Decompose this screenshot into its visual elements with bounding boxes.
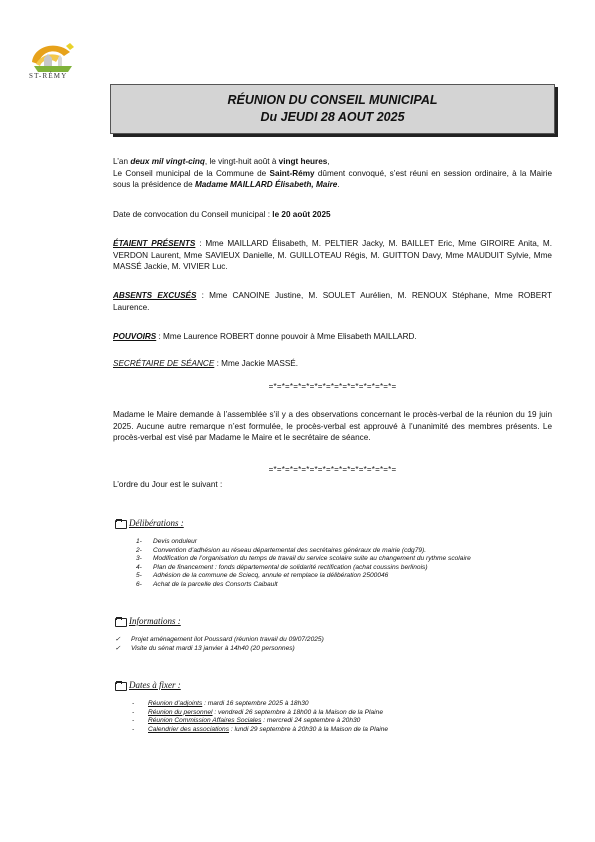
check-icon: ✓ xyxy=(115,644,121,652)
title-line-2: Du JEUDI 28 AOUT 2025 xyxy=(260,110,405,124)
list-item: 5- Adhésion de la commune de Sciecq, annule et remplace la délibération 2500046 xyxy=(136,572,389,580)
list-item: 1- Devis onduleur xyxy=(136,538,197,545)
folder-open-icon xyxy=(115,519,126,527)
list-item: - Réunion du personnel : vendredi 26 septembre à 18h00 à la Maison de la Plaine xyxy=(132,708,383,716)
dates-heading: Dates à fixer : xyxy=(115,680,181,690)
list-item: 6- Achat de la parcelle des Consorts Caibault xyxy=(136,580,278,588)
check-icon: ✓ xyxy=(115,636,121,643)
list-item: ✓ Visite du sénat mardi 13 janvier à 14h40 (20 personnes) xyxy=(115,644,295,652)
pouvoirs-paragraph: POUVOIRS : Mme Laurence ROBERT donne pouvoir à Mme Elisabeth MAILLARD. xyxy=(113,332,417,341)
list-item: 3- Modification de l’organisation du temps de travail du service scolaire suite au changement du rythme scolaire xyxy=(136,555,471,563)
separator-1: =*=*=*=*=*=*=*=*=*=*=*=*=*=*=*= xyxy=(268,382,397,391)
dash-bullet: - xyxy=(132,708,135,716)
title-line-1: RÉUNION DU CONSEIL MUNICIPAL xyxy=(227,93,438,107)
informations-list xyxy=(115,636,551,653)
deliberations-heading: Délibérations : xyxy=(115,518,184,528)
ordre-du-jour: L’ordre du Jour est le suivant : xyxy=(113,480,223,489)
convocation-line: Date de convocation du Conseil municipal : le 20 août 2025 xyxy=(113,210,331,219)
title-box xyxy=(110,84,555,134)
intro-paragraph: L’an deux mil vingt-cinq, le vingt-huit août à vingt heures, Le Conseil municipal de la Commune de Saint-Rémy dûment convoqué, s’est réuni en session ordinaire, à la Mairie sous la présidence de Madame MAILLARD Élisabeth, Maire. xyxy=(113,157,552,190)
list-item: ✓ Projet aménagement ilot Poussard (réunion travail du 09/07/2025) xyxy=(115,636,324,643)
list-item: 2- Convention d’adhésion au réseau départemental des secrétaires généraux de mairie (cdg79). xyxy=(136,546,427,554)
dash-bullet: - xyxy=(132,717,135,725)
secretaire-paragraph: SECRÉTAIRE DE SÉANCE : Mme Jackie MASSÉ. xyxy=(113,359,299,368)
list-item: - Réunion d’adjoints : mardi 16 septembre 2025 à 18h30 xyxy=(132,700,309,707)
pv-paragraph: Madame le Maire demande à l’assemblée s’il y a des observations concernant le procès-verbal de la réunion du 19 juin 2025. Aucune autre remarque n’est formulée, le procès-verbal est approuvé à l’unanimité des membres présents. Le procès-verbal est visé par Madame le Maire et le secrétaire de séance. xyxy=(113,410,552,443)
dash-bullet: - xyxy=(132,700,135,707)
list-item: - Réunion Commission Affaires Sociales : mercredi 24 septembre à 20h30 xyxy=(132,717,361,725)
dash-bullet: - xyxy=(132,725,135,733)
absents-paragraph: ABSENTS EXCUSÉS : Mme CANOINE Justine, M. SOULET Aurélien, M. RENOUX Stéphane, Mme ROBERT Laurence. xyxy=(113,291,552,312)
dates-list xyxy=(132,700,553,734)
list-item: - Calendrier des associations : lundi 29 septembre à 20h30 à la Maison de la Plaine xyxy=(132,725,389,733)
presents-paragraph: ÉTAIENT PRÉSENTS : Mme MAILLARD Élisabeth, M. PELTIER Jacky, M. BAILLET Eric, Mme GIROIRE Anita, M. VERDON Laurent, Mme SAVIEUX Danielle, M. GUILLOTEAU Régis, M. GUITTON Davy, Mme MAUDUIT Sylvie, Mme MASSÉ Jackie, M. VIVIER Luc. xyxy=(113,239,552,272)
deliberations-list xyxy=(136,538,553,590)
list-item: 4- Plan de financement : fonds départemental de solidarité rectification (achat coussins berlinois) xyxy=(136,563,428,571)
separator-2: =*=*=*=*=*=*=*=*=*=*=*=*=*=*=*= xyxy=(268,465,397,474)
folder-open-icon xyxy=(115,681,126,689)
informations-heading: Informations : xyxy=(115,616,181,626)
folder-open-icon xyxy=(115,617,126,625)
logo-text: ST-RÉMY xyxy=(29,72,68,80)
